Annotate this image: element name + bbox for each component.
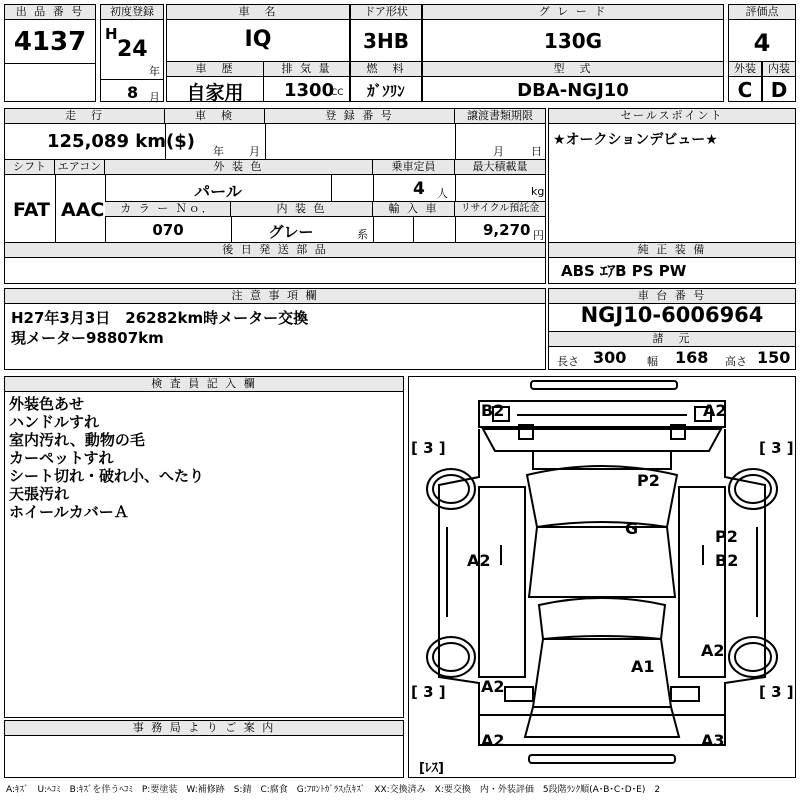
inspection-label: 車 検 [165, 109, 265, 124]
damage-mark: A2 [703, 401, 727, 420]
recycle-fee: 9,270 [483, 221, 531, 239]
lot-number: 4137 [13, 27, 87, 57]
rear-bumper-strip [529, 755, 675, 763]
equipment-label: 純 正 装 備 [549, 243, 795, 258]
insp-month-unit: 月 [249, 145, 260, 158]
inspector-note: ホイールカバーＡ [9, 503, 129, 521]
first-registration-box [100, 4, 164, 102]
dims-label: 諸 元 [549, 331, 795, 347]
inspector-note: 天張汚れ [9, 485, 70, 503]
lot-number-box [4, 4, 96, 102]
length-label: 長さ [557, 355, 579, 368]
shift: FAT [13, 199, 50, 221]
later-parts-label: 後 日 発 送 部 品 [5, 243, 545, 258]
cowl-outline [539, 598, 665, 639]
damage-mark: G [625, 519, 639, 538]
tire-mark: [ 3 ] [759, 439, 794, 457]
displacement: 1300 [284, 80, 335, 101]
damage-mark: B2 [715, 551, 739, 570]
first-registration-label: 初度登録 [101, 5, 163, 20]
length: 300 [593, 348, 627, 367]
capacity-unit: 人 [437, 187, 448, 200]
car-name-label: 車 名 [167, 5, 349, 20]
inspector-note: ハンドルすれ [9, 413, 100, 431]
notes-label: 注 意 事 項 欄 [5, 289, 545, 304]
width: 168 [675, 348, 709, 367]
tire-mark: [ 3 ] [411, 683, 446, 701]
era: H [105, 25, 118, 43]
displacement-label: 排 気 量 [264, 62, 349, 77]
model-box [422, 61, 724, 102]
score-box [728, 4, 796, 62]
insp-year-unit: 年 [213, 145, 224, 158]
color-number: 070 [152, 221, 184, 239]
fuel-box [350, 61, 422, 102]
front-bumper-strip [531, 381, 677, 389]
month-unit: 月 [149, 91, 160, 104]
grade-box [422, 4, 724, 62]
ac: AAC [61, 199, 105, 221]
front-grille [525, 707, 679, 737]
inspector-note: カーペットすれ [9, 449, 114, 467]
interior-color: グレー [268, 223, 314, 241]
history: 自家用 [186, 82, 244, 104]
sales-point-box [548, 108, 796, 284]
reg-year: 24 [117, 37, 148, 62]
ac-label: エアコン [55, 160, 105, 175]
transfer-month: 月 [493, 145, 504, 158]
car-diagram [409, 377, 795, 777]
interior-label: 内装 [763, 62, 795, 77]
damage-mark: P2 [637, 471, 660, 490]
load-unit: kg [531, 185, 545, 198]
damage-mark: A2 [481, 731, 505, 750]
recycle-unit: 円 [533, 229, 544, 242]
sales-point-label: セールスポイント [549, 109, 795, 124]
height-label: 高さ [725, 355, 747, 368]
inspector-box [4, 376, 404, 718]
intcolor-unit: 系 [357, 228, 368, 241]
history-box [166, 61, 264, 102]
reg-month: 8 [127, 83, 139, 102]
displacement-box [263, 61, 350, 102]
spare-tire-mark: [ﾚｽ] [419, 761, 444, 776]
mileage-label: 走 行 [5, 109, 165, 124]
door-box [350, 4, 422, 62]
car-name-box [166, 4, 350, 62]
colorno-label: カ ラ ー Ｎｏ． [105, 202, 231, 217]
damage-mark: A2 [701, 641, 725, 660]
color-label: 外 装 色 [105, 160, 373, 175]
door-label: ドア形状 [351, 5, 421, 20]
chassis-box [548, 288, 796, 370]
chassis-label: 車 台 番 号 [549, 289, 795, 304]
tire-mark: [ 3 ] [759, 683, 794, 701]
recycle-label: リサイクル預託金 [455, 202, 545, 217]
exterior-score: C [737, 78, 753, 102]
capacity: 4 [413, 179, 425, 199]
car-name: IQ [244, 27, 272, 52]
damage-mark: B2 [481, 401, 505, 420]
fuel-label: 燃 料 [351, 62, 421, 77]
chassis-number: NGJ10-6006964 [580, 303, 764, 327]
fuel: ｶﾞｿﾘﾝ [367, 82, 405, 100]
damage-mark: P2 [715, 527, 738, 546]
door-type: 3HB [363, 29, 409, 53]
windshield-outline [529, 527, 675, 597]
tire-mark: [ 3 ] [411, 439, 446, 457]
exterior-score-box [728, 61, 762, 102]
inspector-note: 外装色あせ [9, 395, 85, 413]
grade: 130G [543, 29, 603, 53]
note-line-2: 現メーター98807km [11, 329, 164, 347]
sales-point-text: ★オークションデビュー★ [553, 132, 718, 148]
lot-number-label: 出 品 番 号 [5, 5, 95, 20]
model: DBA-NGJ10 [517, 80, 629, 101]
rear-bumper-outline [479, 715, 725, 745]
grade-label: グ レ ー ド [423, 5, 723, 20]
office-label: 事 務 局 よ り ご 案 内 [5, 721, 403, 736]
load-label: 最大積載量 [455, 160, 545, 175]
capacity-label: 乗車定員 [373, 160, 455, 175]
equipment: ABS ｴｱB PS PW [561, 262, 687, 280]
notes-box [4, 288, 546, 370]
width-label: 幅 [647, 355, 658, 368]
import-label: 輸 入 車 [373, 202, 455, 217]
regno-label: 登 録 番 号 [265, 109, 455, 124]
score-label: 評価点 [729, 5, 795, 20]
office-box [4, 720, 404, 778]
damage-mark: A2 [481, 677, 505, 696]
transfer-day: 日 [531, 145, 542, 158]
interior-score: D [770, 78, 788, 102]
left-door [479, 487, 525, 677]
intcolor-label: 内 装 色 [231, 202, 373, 217]
shift-label: シフト [5, 160, 55, 175]
history-label: 車 歴 [167, 62, 263, 77]
car-diagram-box [408, 376, 796, 778]
displacement-unit: CC [331, 88, 344, 98]
damage-mark: A1 [631, 657, 655, 676]
spec-block [4, 108, 546, 284]
damage-mark: A3 [701, 731, 725, 750]
model-label: 型 式 [423, 62, 723, 77]
damage-mark: A2 [467, 551, 491, 570]
legend: A:ｷｽﾞ U:ﾍｺﾐ B:ｷｽﾞを伴うﾍｺﾐ P:要塗装 W:補修跡 S:錆 C:腐食 G:ﾌﾛﾝﾄｶﾞﾗｽ点ｷｽﾞ XX:交換済み X:要交換 内・外装評価 5段階ﾗﾝｸ順(A･B･C･D･E) 2 [6, 785, 661, 795]
interior-score-box [762, 61, 796, 102]
inspector-note: 室内汚れ、動物の毛 [9, 431, 145, 449]
exterior-color: パール [194, 182, 242, 201]
transfer-label: 譲渡書類期限 [455, 109, 545, 124]
year-unit: 年 [149, 65, 160, 78]
inspector-note: シート切れ・破れ小、へたり [9, 467, 205, 485]
exterior-label: 外装 [729, 62, 761, 77]
inspector-label: 検 査 員 記 入 欄 [5, 377, 403, 392]
mileage: 125,089 km($) [47, 131, 195, 152]
height: 150 [757, 348, 791, 367]
score: 4 [753, 29, 771, 57]
note-line-1: H27年3月3日 26282km時メーター交換 [11, 309, 309, 327]
